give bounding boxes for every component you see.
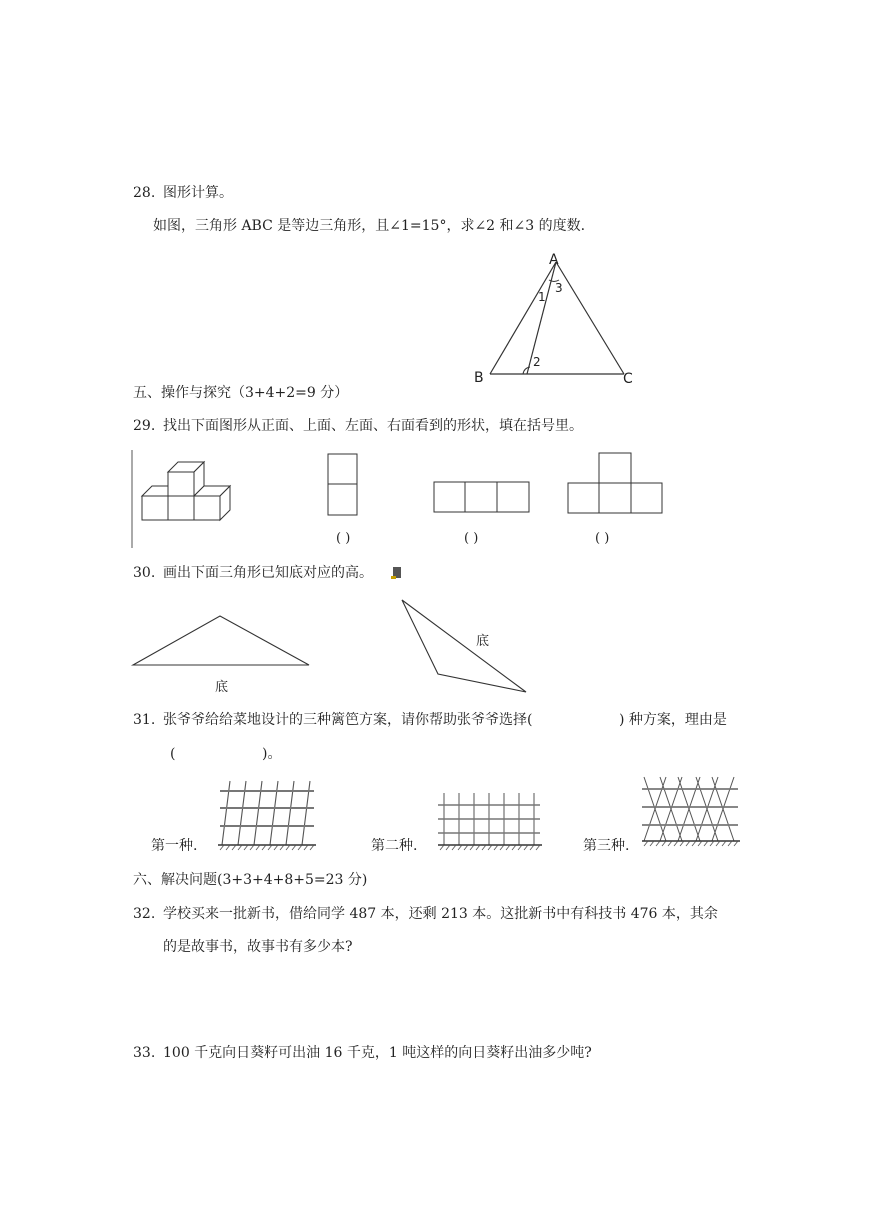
q33-number: 33. [133,1045,156,1061]
q31-text-d: )。 [262,746,282,762]
fence-label-2: 第二种. [371,838,418,854]
label-b: B [474,370,484,386]
pencil-icon [391,566,403,580]
view-shape-t [567,452,667,516]
label-c: C [623,371,633,387]
angle-1-label: 1 [538,290,546,304]
q28-text: 如图，三角形 ABC 是等边三角形，且∠1=15°，求∠2 和∠3 的度数. [153,218,586,234]
obtuse-triangle-2 [400,598,530,694]
answer-blank-1[interactable]: ( ) [336,531,351,546]
q31-number: 31. [133,712,156,728]
label-a: A [549,252,559,268]
q28-title: 图形计算。 [163,185,233,201]
cube-stack-figure [130,450,240,560]
section6-title: 六、解决问题(3+3+4+8+5=23 分) [133,872,368,888]
angle-2-label: 2 [533,355,541,369]
triangle-abc-figure [470,250,670,390]
q29-text: 找出下面图形从正面、上面、左面、右面看到的形状，填在括号里。 [163,418,583,434]
fence-option-2 [436,793,546,853]
answer-blank-3[interactable]: ( ) [595,531,610,546]
angle-3-label: 3 [555,281,563,295]
fence-label-3: 第三种. [583,838,630,854]
q31-text-a: 张爷爷给给菜地设计的三种篱笆方案，请你帮助张爷爷选择( [163,712,533,728]
answer-blank-2[interactable]: ( ) [464,531,479,546]
fence-option-3 [640,775,740,853]
obtuse-triangle-1 [132,614,312,674]
q32-number: 32. [133,906,156,922]
q29-number: 29. [133,418,156,434]
q30-number: 30. [133,565,156,581]
q28-number: 28. [133,185,156,201]
q31-text-b: ) 种方案，理由是 [619,712,727,728]
q31-text-c[interactable]: ( [170,746,176,762]
base-label-1: 底 [215,680,229,695]
fence-label-1: 第一种. [151,838,198,854]
view-shape-vertical [327,453,359,517]
base-label-2: 底 [476,634,490,649]
section5-title: 五、操作与探究（3+4+2=9 分） [133,385,349,401]
q33-text: 100 千克向日葵籽可出油 16 千克，1 吨这样的向日葵籽出油多少吨? [163,1045,592,1061]
view-shape-row [433,481,533,515]
q32-line2: 的是故事书，故事书有多少本? [163,939,353,955]
q32-line1: 学校买来一批新书，借给同学 487 本，还剩 213 本。这批新书中有科技书 476 本，其余 [163,906,718,922]
fence-option-1 [216,777,316,852]
q30-text: 画出下面三角形已知底对应的高。 [163,565,373,581]
